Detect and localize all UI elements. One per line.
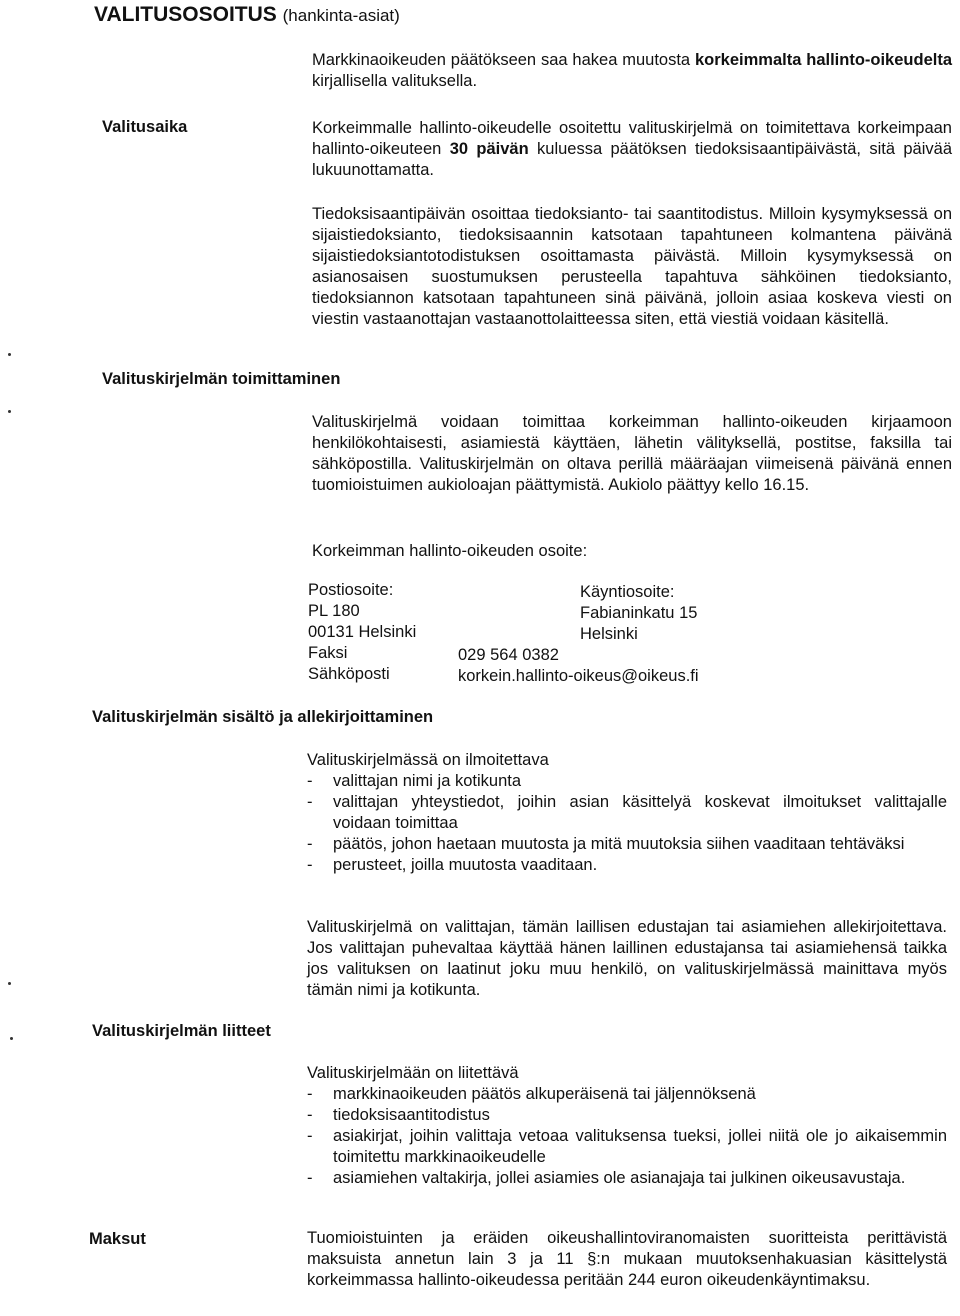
intro-paragraph [312, 50, 952, 92]
valitusaika-text: Korkeimmalle hallinto-oikeudelle osoitettu valituskirjelmä on toimitettava korkeimpaan hallinto-oikeuteen [312, 119, 952, 158]
valitusaika-text-end: kuluessa päätöksen tiedoksisaantipäivästä, sitä päivää lukuunottamatta. [312, 140, 953, 179]
list-item: - perusteet, joilla muutosta vaaditaan. [307, 855, 947, 876]
postal-line-2: 00131 Helsinki [308, 623, 417, 641]
scan-speck [10, 1037, 13, 1040]
list-item: - asiamiehen valtakirja, jollei asiamies ole asianajaja tai julkinen oikeusavustaja. [307, 1168, 947, 1189]
toimittaminen-paragraph: Valituskirjelmä voidaan toimittaa korkeimman hallinto-oikeuden kirjaamoon henkilökohtaisesti, asiamiestä käyttäen, lähetin välityksellä, postitse, faksilla tai sähköpostilla. Valituskirjelmän on oltava perillä määräajan viimeisenä päivänä ennen tuomioistuimen aukioloajan päättymistä. Aukiolo päättyy kello 16.15. [312, 413, 952, 494]
sisalto-list [307, 771, 947, 876]
liitteet-list [307, 1084, 947, 1189]
heading-maksut: Maksut [89, 1230, 146, 1248]
postal-label: Postiosoite: [308, 581, 394, 599]
list-item: - markkinaoikeuden päätös alkuperäisenä tai jäljennöksenä [307, 1084, 947, 1105]
postal-line-1: PL 180 [308, 602, 360, 620]
title-main: VALITUSOSOITUS [94, 3, 277, 26]
title-sub: (hankinta-asiat) [282, 6, 400, 25]
scan-speck [8, 410, 11, 413]
heading-sisalto: Valituskirjelmän sisältö ja allekirjoittaminen [92, 708, 434, 726]
page-title [94, 2, 400, 29]
valitusaika-deadline: 30 päivän [449, 140, 529, 158]
list-item: - asiakirjat, joihin valittaja vetoaa valituksensa tueksi, jollei niitä ole jo aikaisemmin toimitettu markkinaoikeudelle [307, 1126, 947, 1168]
heading-toimittaminen: Valituskirjelmän toimittaminen [102, 370, 341, 388]
address-heading: Korkeimman hallinto-oikeuden osoite: [312, 542, 588, 560]
fax-label: Faksi [308, 644, 348, 662]
sisalto-paragraph: Valituskirjelmä on valittajan, tämän laillisen edustajan tai asiamiehen allekirjoitettava. Jos valittajan puhevaltaa käyttää hänen laillinen edustajansa tai asiamiehensä taikka jos valituksen on laatinut joku muu henkilö, on valituskirjelmässä mainittava myös tämän nimi ja kotikunta. [307, 918, 947, 999]
heading-valitusaika: Valitusaika [102, 118, 188, 136]
visiting-address [580, 582, 697, 645]
intro-text: Markkinaoikeuden päätökseen saa hakea muutosta [312, 51, 695, 69]
valitusaika-paragraph-1 [312, 118, 952, 181]
list-item: - valittajan yhteystiedot, joihin asian käsittelyä koskevat ilmoitukset valittajalle voidaan toimittaa [307, 792, 947, 834]
heading-liitteet: Valituskirjelmän liitteet [92, 1022, 271, 1040]
visit-line-2: Helsinki [580, 625, 638, 643]
visit-line-1: Fabianinkatu 15 [580, 604, 698, 622]
sisalto-intro: Valituskirjelmässä on ilmoitettava [307, 751, 549, 769]
fax-value: 029 564 0382 [458, 646, 559, 664]
intro-bold: korkeimmalta hallinto-oikeudelta [694, 51, 952, 69]
scan-speck [8, 982, 11, 985]
list-item: - päätös, johon haetaan muutosta ja mitä muutoksia siihen vaaditaan tehtäväksi [307, 834, 947, 855]
valitusaika-paragraph-2: Tiedoksisaantipäivän osoittaa tiedoksianto- tai saantitodistus. Milloin kysymyksessä on sijaistiedoksianto, tiedoksisaannin katsotaan tapahtuneen kolmantena päivänä sijaistiedoksiantotodistuksen osoittamasta päivästä. Milloin kysymyksessä on asianosaisen suostumuksen perusteella tapahtuva sähköinen tiedoksianto, tiedoksiannon katsotaan tapahtuneen sinä päivänä, jolloin asiaa koskeva viesti on viestin vastaanottajan vastaanottolaitteessa siten, että viestiä voidaan käsitellä. [312, 205, 952, 328]
email-label: Sähköposti [308, 665, 390, 683]
intro-text-end: kirjallisella valituksella. [312, 72, 478, 90]
list-item: - valittajan nimi ja kotikunta [307, 771, 947, 792]
visit-label: Käyntiosoite: [580, 583, 675, 601]
list-item: - tiedoksisaantitodistus [307, 1105, 947, 1126]
email-value: korkein.hallinto-oikeus@oikeus.fi [458, 667, 699, 685]
maksut-paragraph: Tuomioistuinten ja eräiden oikeushallintoviranomaisten suoritteista perittävistä maksuista annetun lain 3 ja 11 §:n mukaan muutoksenhakuasian käsittelystä korkeimmassa hallinto-oikeudessa peritään 244 euron oikeudenkäyntimaksu. [307, 1229, 947, 1289]
liitteet-intro: Valituskirjelmään on liitettävä [307, 1064, 519, 1082]
postal-address [308, 580, 416, 685]
scan-speck [8, 353, 11, 356]
